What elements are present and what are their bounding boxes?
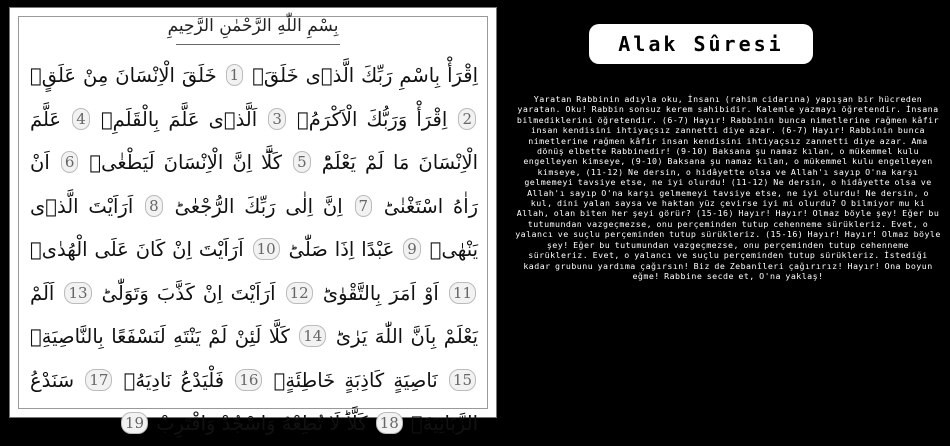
ayah-number-marker: 8 [145, 195, 163, 217]
basmala: بِسْمِ اللّٰهِ الرَّحْمٰنِ الرَّحِيمِ [167, 16, 339, 36]
ayah-number-marker: 9 [403, 238, 421, 260]
ayah-text: كَلَّٓا اِنَّ الْاِنْسَانَ لَيَطْغٰىۙ [89, 151, 283, 174]
ayah-number-marker: 17 [85, 369, 112, 391]
ayah-text: اَنْ رَاٰهُ اسْتَغْنٰىؕ [30, 151, 479, 218]
ayah-text: اَرَاَيْتَ الَّذٖى يَنْهٰىۙ [30, 194, 479, 261]
surah-title: Alak Sûresi [589, 24, 813, 64]
ayah-number-marker: 5 [293, 151, 311, 173]
ayah-text: فَلْيَدْعُ نَادِيَهُۙ [123, 368, 225, 392]
ayah-text: خَلَقَ الْاِنْسَانَ مِنْ عَلَقٍۚ [30, 64, 217, 87]
ayah-text: اَلَمْ يَعْلَمْ بِاَنَّ اللّٰهَ يَرٰىؕ [30, 281, 478, 348]
ayah-number-marker: 11 [449, 282, 476, 304]
ayah-number-marker: 16 [235, 369, 262, 391]
ayah-text: اَوْ اَمَرَ بِالتَّقْوٰىؕ [322, 281, 439, 305]
ayah-text: اَرَاَيْتَ اِنْ كَانَ عَلَى الْهُدٰىۙ [30, 238, 244, 261]
ayah-number-marker: 1 [226, 64, 244, 86]
ayah-number-marker: 12 [286, 282, 313, 304]
ayah-text: اَرَاَيْتَ اِنْ كَذَّبَ وَتَوَلّٰىؕ [101, 281, 276, 305]
ayah-text: اَلَّذٖى عَلَّمَ بِالْقَلَمِۙ [100, 107, 258, 131]
verse-block [30, 54, 479, 435]
ayah-text: نَاصِيَةٍ كَاذِبَةٍ خَاطِئَةٍۚ [273, 368, 438, 392]
ayah-text: سَنَدْعُ الزَّبَانِيَةَۙ [30, 368, 478, 435]
ayah-text: عَلَّمَ الْاِنْسَانَ مَا لَمْ يَعْلَمْؕ [30, 107, 479, 174]
arabic-text-panel [10, 8, 496, 435]
ayah-number-marker: 7 [355, 195, 373, 217]
ayah-number-marker: 14 [299, 325, 326, 347]
ayah-number-marker: 13 [64, 282, 91, 304]
ayah-text: كَلَّا لَئِنْ لَمْ يَنْتَهِ لَنَسْفَعًا بِالنَّاصِيَةِۙ [30, 325, 290, 348]
ayah-text: كَلَّاؕ لَا تُطِعْهُ وَاسْجُدْ وَاقْتَرِبْ [156, 412, 368, 435]
basmala-divider [176, 44, 340, 45]
ayah-number-marker: 10 [253, 238, 280, 260]
ayah-number-marker: 19 [121, 412, 148, 434]
ayah-number-marker: 3 [268, 108, 286, 130]
turkish-translation: Yaratan Rabbinin adıyla oku, İnsanı (rahim cidarına) yapışan bir hücreden yaratan. Oku! Rabbin sonsuz kerem sahibidir. Kalemle yazmayı öğretendir. İnsana bilmediklerini öğretendir. (6-7) Hayır! Rabbinin bunca nimetlerine rağmen kâfir insan kendisini ihtiyaçsız zannetti diye azar. (6-7) Hayır! Rabbinin bunca nimetlerine rağmen kâfir insan kendisini ihtiyaçsız zannetti diye azar. Ama dönüş elbette Rabbinedir! (9-10) Baksana şu namaz kılan, o mükemmel kulu engelleyen kimseye, (9-10) Baksana şu namaz kılan, o mükemmel kulu engelleyen kimseye, (11-12) Ne dersin, o hidâyette olsa ve Allah'ı sayıp O'na karşı gelmemeyi tavsiye etse, ne iyi olurdu! (11-12) Ne dersin, o hidâyette olsa ve Allah'ı sayıp O'na karşı gelmemeyi tavsiye etse, ne iyi olurdu! Ne dersin, o kul, dini yalan saysa ve haktan yüz çevirse iyi mi olurdu? O bilmiyor mu ki Allah, olan biten her şeyi görür? (15-16) Hayır! Hayır! Olmaz böyle şey! Eğer bu tutumundan vazgeçmezse, onu perçeminden tutup cehenneme sürükleriz. Evet, o yalancı ve suçlu perçeminden tutup sürükleriz. (15-16) Hayır! Hayır! Olmaz böyle şey! Eğer bu tutumundan vazgeçmezse, onu perçeminden tutup cehenneme sürükleriz. Evet, o yalancı ve suçlu perçeminden tutup sürükleriz. İstediği kadar grubunu yardıma çağırsın! Biz de Zebanîleri çağırırız! Hayır! Ona boyun eğme! Rabbine secde et, O'na yaklaş! [515, 94, 941, 281]
ayah-number-marker: 2 [458, 108, 476, 130]
ayah-text: اِقْرَأْ وَرَبُّكَ الْاَكْرَمُۙ [297, 107, 448, 131]
ayah-number-marker: 4 [72, 108, 90, 130]
ayah-text: عَبْدًا اِذَا صَلّٰىؕ [288, 238, 395, 261]
ayah-number-marker: 6 [61, 151, 79, 173]
ayah-text: اِنَّ اِلٰى رَبِّكَ الرُّجْعٰىؕ [174, 194, 343, 218]
ayah-text: اِقْرَأْ بِاسْمِ رَبِّكَ الَّذٖى خَلَقَۚ [252, 64, 478, 87]
ayah-number-marker: 15 [449, 369, 476, 391]
ayah-number-marker: 18 [376, 412, 403, 434]
